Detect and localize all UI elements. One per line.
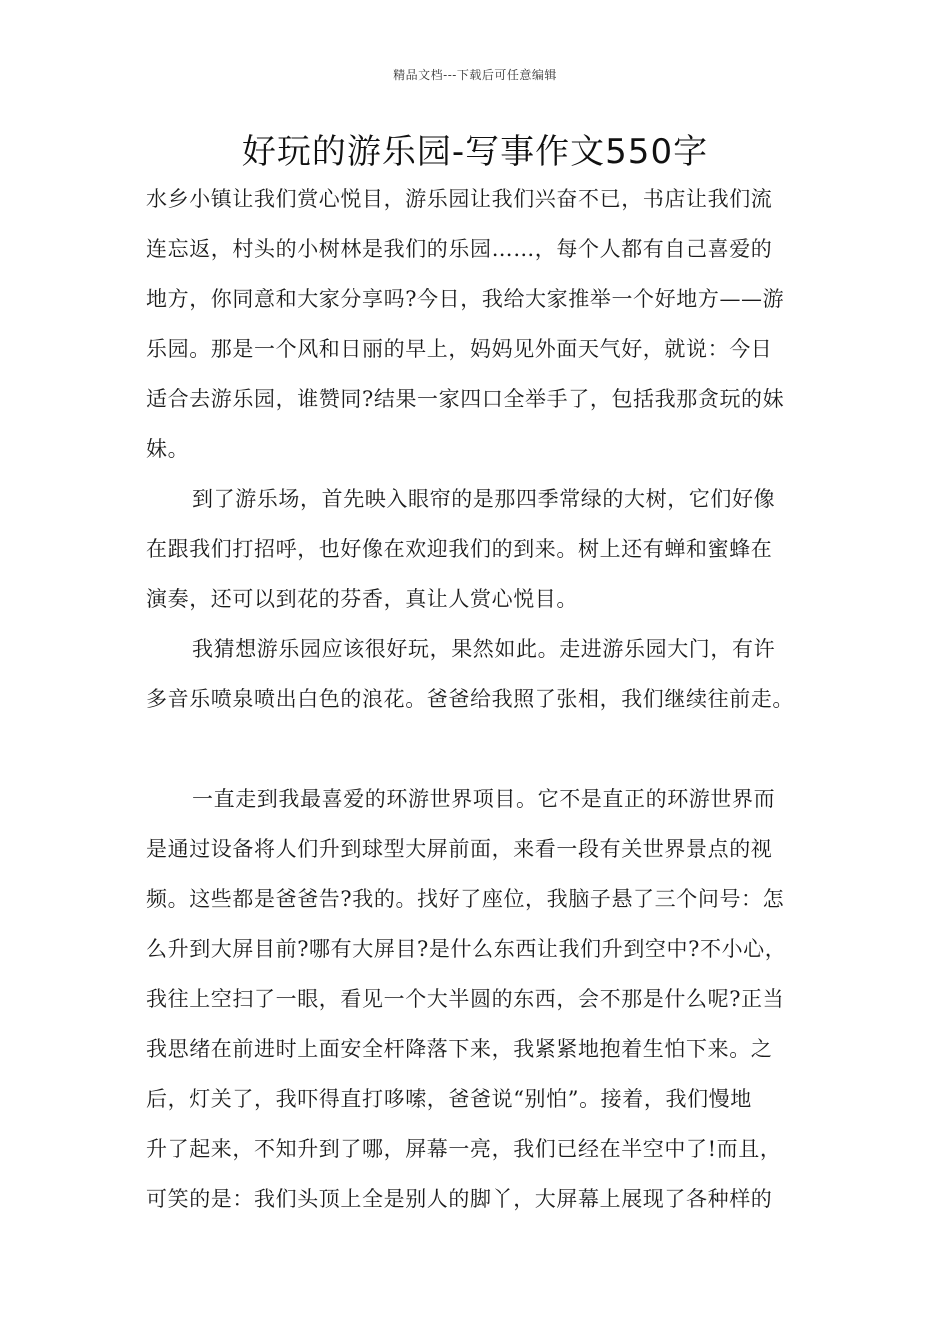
- text-line: 我往上空扫了一眼，看见一个大半圆的东西，会不那是什么呢?正当: [146, 987, 785, 1011]
- text-line: 到了游乐场，首先映入眼帘的是那四季常绿的大树，它们好像: [192, 487, 776, 511]
- text-line: 乐园。那是一个风和日丽的早上，妈妈见外面天气好，就说：今日: [146, 337, 773, 361]
- text-line: 么升到大屏目前?哪有大屏目?是什么东西让我们升到空中?不小心，: [146, 937, 787, 961]
- text-line: 演奏，还可以到花的芬香，真让人赏心悦目。: [146, 587, 578, 611]
- text-line: 多音乐喷泉喷出白色的浪花。爸爸给我照了张相，我们继续往前走。: [146, 687, 794, 711]
- text-line: 适合去游乐园，谁赞同?结果一家四口全举手了，包括我那贪玩的妹: [146, 387, 785, 411]
- text-line: 连忘返，村头的小树林是我们的乐园……，每个人都有自己喜爱的: [146, 237, 773, 261]
- text-line: 频。这些都是爸爸告?我的。找好了座位，我脑子悬了三个问号：怎: [146, 887, 785, 911]
- text-line: 一直走到我最喜爱的环游世界项目。它不是直正的环游世界而: [192, 787, 776, 811]
- text-line: 可笑的是：我们头顶上全是别人的脚丫，大屏幕上展现了各种样的: [146, 1187, 773, 1211]
- header-note: 精品文档---下载后可任意编辑: [393, 68, 557, 82]
- text-line: 我思绪在前进时上面安全杆降落下来，我紧紧地抱着生怕下来。之: [146, 1037, 773, 1061]
- text-line: 我猜想游乐园应该很好玩，果然如此。走进游乐园大门，有许: [192, 637, 776, 661]
- text-line: 在跟我们打招呼，也好像在欢迎我们的到来。树上还有蝉和蜜蜂在: [146, 537, 773, 561]
- page-title: 好玩的游乐园-写事作文550字: [241, 132, 709, 172]
- text-line: 升了起来，不知升到了哪，屏幕一亮，我们已经在半空中了!而且，: [146, 1137, 782, 1161]
- text-line: 后，灯关了，我吓得直打哆嗦，爸爸说“别怕”。接着，我们慢地: [146, 1087, 752, 1111]
- text-line: 妹。: [146, 437, 190, 461]
- text-line: 是通过设备将人们升到球型大屏前面，来看一段有关世界景点的视: [146, 837, 773, 861]
- text-line: 地方，你同意和大家分享吗?今日，我给大家推举一个好地方——游: [146, 287, 785, 311]
- text-line: 水乡小镇让我们赏心悦目，游乐园让我们兴奋不已，书店让我们流: [146, 187, 773, 211]
